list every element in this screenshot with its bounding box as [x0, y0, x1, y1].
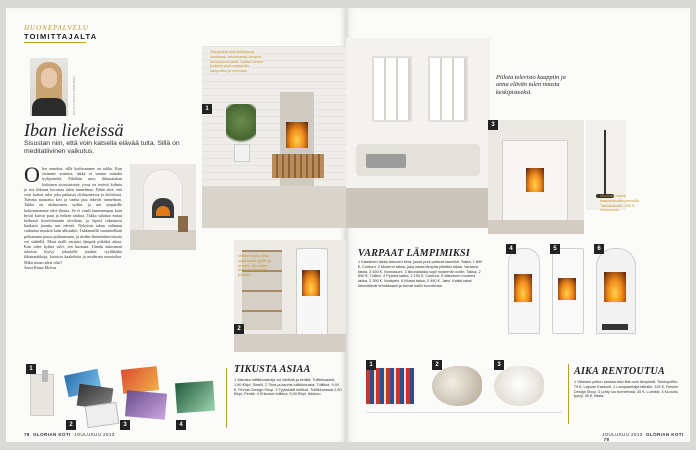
small-fireplace-photo — [130, 164, 196, 250]
lede: Sisustan niin, että voin katsella elävää tulta. Sillä on meditatiivinen vaikutus. — [24, 140, 180, 155]
photo-2-caption: Valitse takka, joka sopii kotisi tyyliin ja arkeen. Muurattu malli luo lämpöä pitkään. — [238, 253, 271, 278]
signature: Anna-Kaisa Melvas — [24, 264, 57, 270]
number-badge-2: 2 — [234, 324, 244, 334]
matchbox-badge-3: 3 — [120, 420, 130, 430]
tikusta-title: TIKUSTA ASIAA — [234, 364, 311, 375]
aika-body: 1 Villaisen peiton kanssa talvi-illat ovat lämpimiä. Torkkupeitto 79 €, Lapuan Kankurit. 2 Lampaantalja lattialle, 129 €, Finnish Design Shop. 3 Lyhty luo tunnelmaa, 45 €, Lumikki. 4 Kuvioitu tyyny, 39 €, Iittala. — [574, 380, 679, 399]
number-badge-3: 3 — [488, 120, 498, 130]
photo-1-caption: Sisustusta mahdollistavat kookkaat, tehokkaasti lämpöä luovuttavat takat. Kaikki kuvien tuotteet ovat saatavilla kaupoista ja verkosta. — [210, 49, 264, 74]
relax-badge-2: 2 — [432, 360, 442, 370]
stove-6 — [594, 244, 638, 336]
varaat-title: VARPAAT LÄMPIMIKSI — [358, 248, 471, 259]
right-page — [346, 8, 690, 442]
number-badge-1: 1 — [202, 104, 212, 114]
left-magazine-name: GLORIAN KOTI — [33, 432, 71, 437]
number-badge-6: 6 — [594, 244, 604, 254]
number-badge-5: 5 — [550, 244, 560, 254]
number-badge-4: 4 — [506, 244, 516, 254]
relax-badge-1: 1 — [366, 360, 376, 370]
relax-badge-3: 3 — [494, 360, 504, 370]
dropcap: O — [24, 162, 40, 187]
body-text: len onnekas, sillä kodissamme on takka. Kun ostimme asuntoa, takka ei saanut minulta tyylipisteitä. Eiköhän uusi, ikkunatakan kaltainen sisustustuote, jossa on teräviä kulmia ja isot ikkunat korostaa tulen tunnelmaa. Pidän siitä, että voin katsoa tulta joka paikasta olohuoneessa ja keittiössä. Tumma muurattu kivi ja vanha puu tekevät tunnelman. Takka on olohuoneen sydän, ja sen ympärille kokoonnumme talvi-iltoina. Se ei vaadi kummempaa kuin hyvät kuivat puut ja hetken rauhaa. Takka sulattaa minut hetkessä kiireettömään olotilaan, ja lapset rakastavat kaakaon juontia sen edessä. Nykyisin takan valinnan vaikuttaa muukin kuin ulkonäkö. Takkamallit suunnitellaan polttamaan puuta puhtaammin, ja niiden lämmönluovutusta voi säädellä. Moni malli varastoi lämpöä pitkäksi aikaa. Kun tulee kylmä talvi, sen huomaa. Tämän aukeaman takoista löytyy jokaiselle jotakin: tyylikkäitä ikkunatakkoja, kotoisia kaakeleita ja modernia muotoilua. Mikä sinun tulesi olisi? — [24, 166, 122, 265]
left-page-number: 78 — [24, 432, 30, 437]
right-page-number: 79 — [603, 437, 610, 442]
stove-5 — [550, 244, 584, 336]
left-footer — [24, 432, 115, 437]
interior-photo — [346, 38, 490, 228]
relax-products — [366, 360, 562, 428]
right-issue: JOULUKUU 2013 — [602, 432, 643, 437]
varaat-body: 1 Klassinen takka lasioven kera, jossa puut palavat kauniisti. Takka, 1 890 €, Contura. 2 Moderni takka, joka varaa lämpöä pitkäksi aikaa. Varaava takka, 3 450 €, Nunnauuni. 3 Ikkunatakka sopii moderniin kotiin. Takka, 2 590 €, Tulikivi. 4 Pyöreä takka, 2 190 €, Contura. 5 Valkoinen moderni takka, 2 390 €, Nordpeis. 6 Musta takka, 2 990 €, Jøtul. Kaikki takat lämmittävät tehokkaasti ja tuovat kotiin tunnelmaa. — [358, 260, 483, 288]
kicker: HUONEPALVELU — [24, 24, 89, 32]
tikusta-divider — [226, 368, 227, 428]
aika-title: AIKA RENTOUTUA — [574, 366, 665, 377]
editor-portrait — [30, 58, 68, 116]
photo-3 — [488, 120, 584, 234]
matchbox-badge-4: 4 — [176, 420, 186, 430]
aika-divider — [568, 364, 569, 424]
matchbox-badge-1: 1 — [26, 364, 36, 374]
photo-credit: KUVA TAPANI MÄKINEN — [72, 76, 76, 116]
photo-3-caption: Muurattu takka kaakeloiduilla pinnoilla. Takkakaluste, 890 €, Nunnauuni. — [600, 193, 640, 213]
matchbox-badge-2: 2 — [66, 420, 76, 430]
stove-4 — [506, 244, 540, 336]
right-footer — [602, 432, 690, 442]
matchbox-products — [26, 364, 222, 430]
left-page — [6, 8, 346, 442]
pull-quote: Piilota televisio kauppiin ja anna elävän tulen nousta keskipisteeksi. — [496, 74, 566, 96]
right-magazine-name: GLORIAN KOTI — [646, 432, 684, 437]
left-issue: JOULUKUU 2013 — [74, 432, 115, 437]
section-rule — [24, 42, 86, 43]
headline: Iban liekeissä — [24, 120, 124, 140]
section-title: TOIMITTAJALTA — [24, 32, 98, 41]
tikusta-body: 1 Vakosta tulitikkuaskeja voi värittää ja kerätä. Tulitikkuaskit, 1,90 €/kpl, Sinelli. 2 Tiivis ja kaunis tulitikkurasia. Tulitikut, 9,90 €, Finnish Design Shop. 3 Tyylikkäät tulitikut, Tulitikkurasiat 2,80 €/kpl, Pentik. 4 Erikoiset tulitikut, 5,90 €/kpl, Aitokuu. — [234, 378, 342, 397]
article-body — [24, 162, 122, 270]
